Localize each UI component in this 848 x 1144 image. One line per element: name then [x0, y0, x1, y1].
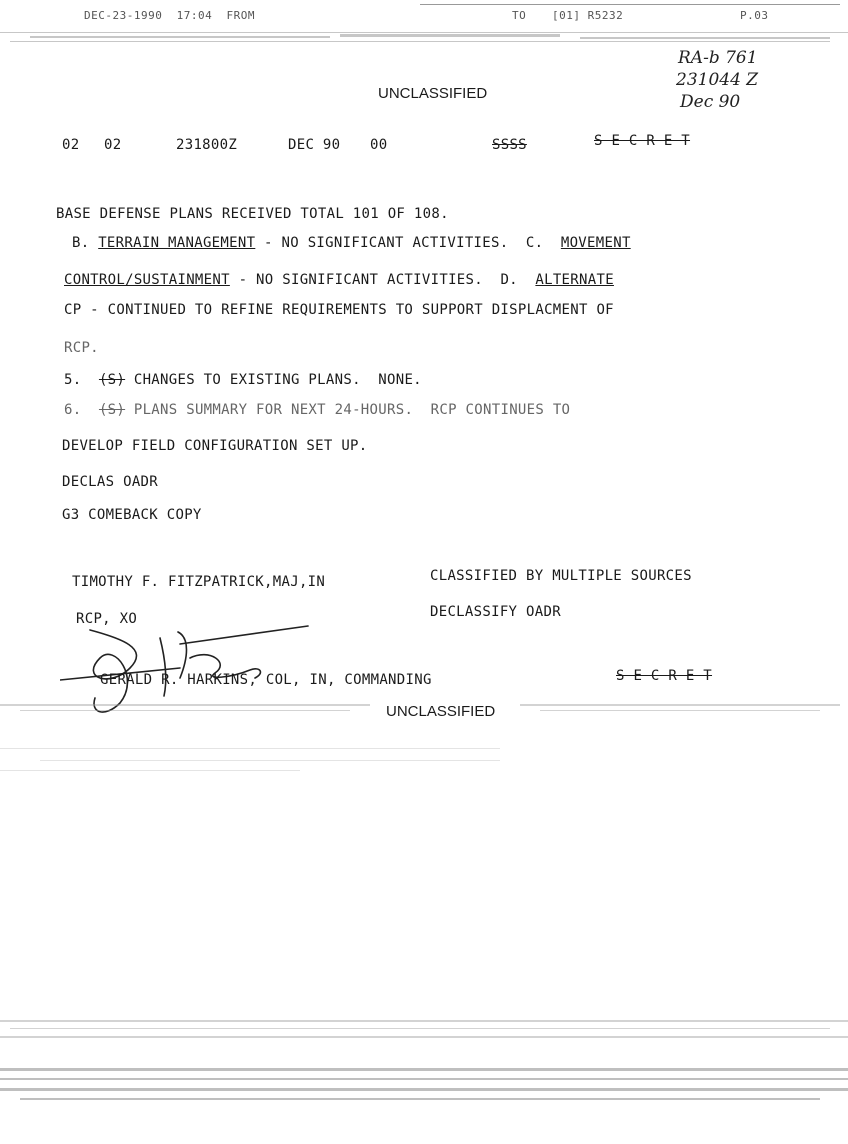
body-line-6-rest: CHANGES TO EXISTING PLANS. NONE.	[125, 372, 422, 388]
body-line-2	[72, 235, 631, 251]
msg-dtg: 231800Z	[176, 137, 238, 153]
body-line-2-rest: - NO SIGNIFICANT ACTIVITIES. C.	[255, 235, 561, 251]
fax-page-number: P.03	[740, 9, 769, 22]
handwritten-note-line2: 231044 Z	[676, 70, 759, 90]
signer-1-title: RCP, XO	[76, 611, 138, 627]
fax-to-number: [01] R5232	[552, 9, 624, 22]
signer-1-name: TIMOTHY F. FITZPATRICK,MAJ,IN	[72, 574, 326, 590]
classification-bottom: UNCLASSIFIED	[386, 703, 496, 720]
header-rule	[420, 4, 840, 5]
msg-field-5: 00	[370, 137, 388, 153]
scan-noise-lower	[0, 740, 848, 780]
body-line-6	[64, 372, 422, 388]
handwritten-note-line1: RA-b 761	[678, 48, 758, 68]
movement-heading: MOVEMENT	[560, 235, 631, 251]
body-line-5: RCP.	[64, 340, 99, 356]
struck-classification-top: S E C R E T	[594, 133, 691, 149]
msg-month-year: DEC 90	[288, 137, 341, 153]
fax-to-label: TO	[512, 9, 527, 22]
scan-noise-bottom-2	[0, 1060, 848, 1110]
msg-field-1: 02	[62, 137, 80, 153]
handwritten-note-line3: Dec 90	[680, 92, 741, 112]
control-sustainment-heading: CONTROL/SUSTAINMENT	[64, 272, 230, 288]
body-line-4: CP - CONTINUED TO REFINE REQUIREMENTS TO SUPPORT DISPLACMENT OF	[64, 302, 614, 318]
struck-marking: SSSS	[492, 137, 527, 153]
terrain-management-heading: TERRAIN MANAGEMENT	[98, 235, 256, 251]
body-line-7-rest: PLANS SUMMARY FOR NEXT 24-HOURS. RCP CONTINUES TO	[125, 402, 571, 418]
declassify: DECLASSIFY OADR	[430, 604, 561, 620]
body-line-3-rest: - NO SIGNIFICANT ACTIVITIES. D.	[229, 272, 536, 288]
body-line-10: G3 COMEBACK COPY	[62, 507, 202, 523]
struck-classification-bottom: S E C R E T	[616, 668, 713, 684]
scan-noise-middle	[0, 694, 848, 724]
alternate-heading: ALTERNATE	[535, 272, 614, 288]
body-line-9: DECLAS OADR	[62, 474, 159, 490]
signer-2-name: GERALD R. HARKINS, COL, IN, COMMANDING	[100, 672, 432, 688]
body-line-3	[64, 272, 614, 288]
body-line-1: BASE DEFENSE PLANS RECEIVED TOTAL 101 OF 108.	[56, 206, 449, 222]
body-line-8: DEVELOP FIELD CONFIGURATION SET UP.	[62, 438, 368, 454]
paragraph-6-number: 6.	[64, 402, 82, 418]
body-line-2-prefix: B.	[72, 235, 90, 251]
struck-marking-6: (S)	[98, 402, 126, 418]
scan-noise-bottom-1	[0, 1010, 848, 1050]
classified-by: CLASSIFIED BY MULTIPLE SOURCES	[430, 568, 692, 584]
fax-date-time: DEC-23-1990 17:04 FROM	[84, 9, 255, 22]
body-line-7	[64, 402, 570, 418]
msg-field-2: 02	[104, 137, 122, 153]
struck-marking-5: (S)	[98, 372, 126, 388]
scan-noise-top	[0, 24, 848, 50]
paragraph-5-number: 5.	[64, 372, 82, 388]
classification-top: UNCLASSIFIED	[378, 85, 488, 102]
